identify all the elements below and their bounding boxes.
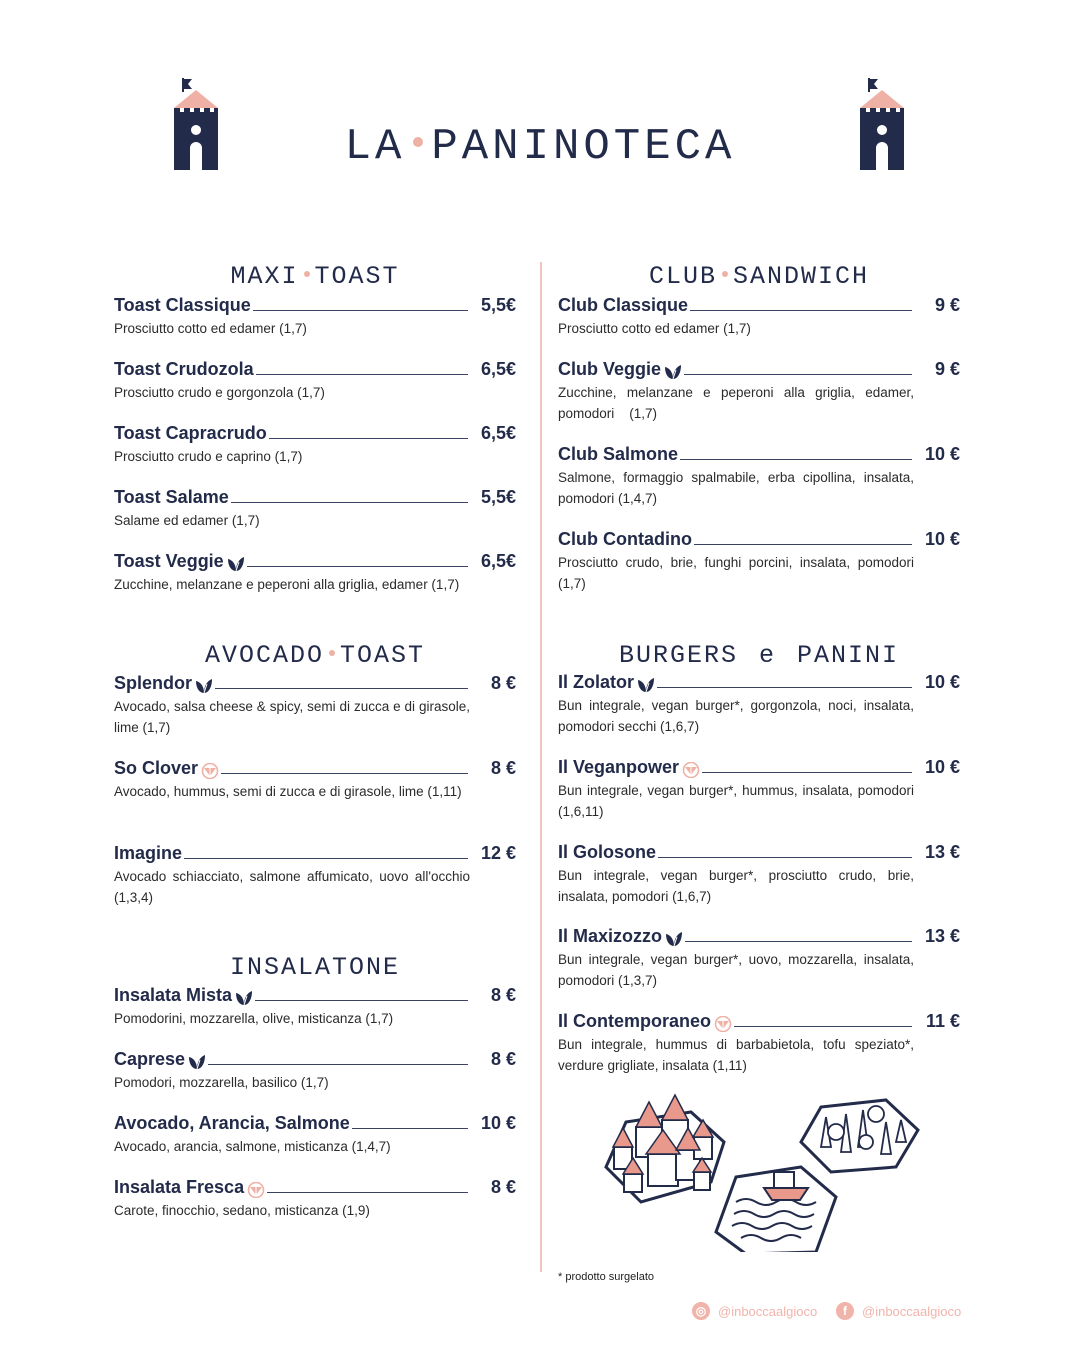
title-dot	[413, 137, 423, 147]
title-part-1: LA	[344, 122, 406, 172]
vegan-icon	[714, 1016, 732, 1032]
castle-tower-icon	[858, 78, 906, 170]
section-title-club-sandwich	[558, 262, 960, 292]
column-divider	[540, 262, 542, 1272]
item-price: 10 €	[924, 672, 960, 692]
item-description: Prosciutto cotto ed edamer (1,7)	[558, 321, 751, 336]
left-column	[114, 262, 516, 1222]
item-description: Avocado, salsa cheese & spicy, semi di zucca e di girasole, lime (1,7)	[114, 699, 470, 735]
item-name: Club Classique	[558, 295, 689, 315]
vegetarian-leaf-icon	[195, 678, 213, 694]
vegetarian-leaf-icon	[235, 990, 253, 1006]
item-price: 8 €	[490, 1049, 516, 1069]
leader-line	[694, 544, 912, 545]
leader-line	[657, 687, 912, 688]
item-description: Bun integrale, vegan burger*, hummus, insalata, pomodori (1,6,11)	[558, 783, 914, 819]
section-title-part: SANDWICH	[732, 262, 870, 291]
title-dot	[304, 271, 310, 277]
item-price: 11 €	[925, 1011, 960, 1031]
item-name: Caprese	[114, 1049, 186, 1069]
item-price: 8 €	[490, 1177, 516, 1197]
menu-item	[558, 356, 960, 424]
menu-item	[114, 982, 516, 1029]
menu-item	[558, 526, 960, 594]
footnote: * prodotto surgelato	[558, 1271, 655, 1283]
item-description: Prosciutto crudo e gorgonzola (1,7)	[114, 385, 325, 400]
menu-item	[558, 754, 960, 822]
item-price: 6,5€	[480, 551, 516, 571]
item-description: Bun integrale, hummus di barbabietola, tofu speziato*, verdure grigliate, insalata (1,11)	[558, 1037, 914, 1073]
menu-item	[558, 292, 960, 339]
section-title-part: TOAST	[340, 641, 426, 670]
title-part-2: PANINOTECA	[431, 122, 736, 172]
item-description: Pomodori, mozzarella, basilico (1,7)	[114, 1075, 329, 1090]
item-description: Bun integrale, vegan burger*, prosciutto crudo, brie, insalata, pomodori (1,6,7)	[558, 868, 914, 904]
item-name: Club Veggie	[558, 359, 662, 379]
menu-item	[114, 484, 516, 531]
vegetarian-leaf-icon	[188, 1054, 206, 1070]
leader-line	[680, 459, 912, 460]
menu-item	[114, 1110, 516, 1157]
menu-item	[114, 670, 516, 738]
leader-line	[253, 310, 468, 311]
item-price: 9 €	[934, 359, 960, 379]
item-name: Il Maxizozzo	[558, 926, 663, 946]
item-description: Avocado, arancia, salmone, misticanza (1,4,7)	[114, 1139, 391, 1154]
page-title	[0, 122, 1080, 172]
item-description: Avocado schiacciato, salmone affumicato, uovo all'occhio (1,3,4)	[114, 869, 470, 905]
section-title-burgers-panini: BURGERS e PANINI	[618, 641, 900, 670]
item-name: Il Contemporaneo	[558, 1011, 712, 1031]
item-name: Toast Salame	[114, 487, 229, 507]
section-title-part: TOAST	[314, 262, 400, 291]
section-title-avocado-toast	[114, 641, 516, 671]
item-name: Il Golosone	[558, 842, 657, 862]
section-title-part: AVOCADO	[204, 641, 324, 670]
item-name: Club Contadino	[558, 529, 692, 549]
section-title-part: CLUB	[648, 262, 717, 291]
item-price: 8 €	[490, 673, 516, 693]
leader-line	[221, 773, 468, 774]
item-name: Splendor	[114, 673, 193, 693]
title-dot	[329, 650, 335, 656]
item-description: Prosciutto cotto ed edamer (1,7)	[114, 321, 307, 336]
item-price: 5,5€	[480, 295, 516, 315]
section-title-maxi-toast	[114, 262, 516, 292]
leader-line	[734, 1026, 912, 1027]
item-description: Bun integrale, vegan burger*, uovo, mozzarella, insalata, pomodori (1,3,7)	[558, 952, 914, 988]
vegan-icon	[201, 763, 219, 779]
item-price: 8 €	[490, 758, 516, 778]
instagram-icon: ◎	[692, 1302, 710, 1320]
vegetarian-leaf-icon	[665, 931, 683, 947]
vegetarian-leaf-icon	[227, 556, 245, 572]
facebook-handle[interactable]	[836, 1302, 961, 1320]
item-price: 6,5€	[480, 423, 516, 443]
item-name: Toast Crudozola	[114, 359, 254, 379]
menu-item	[558, 1008, 960, 1076]
title-dot	[722, 271, 728, 277]
item-price: 10 €	[924, 757, 960, 777]
item-name: Toast Capracrudo	[114, 423, 267, 443]
leader-line	[255, 1000, 468, 1001]
leader-line	[267, 1192, 468, 1193]
item-name: Toast Classique	[114, 295, 251, 315]
menu-item	[114, 292, 516, 339]
leader-line	[658, 857, 912, 858]
leader-line	[690, 310, 912, 311]
item-price: 9 €	[934, 295, 960, 315]
menu-item	[558, 839, 960, 907]
item-price: 10 €	[924, 529, 960, 549]
leader-line	[684, 374, 912, 375]
item-description: Salmone, formaggio spalmabile, erba cipollina, insalata, pomodori (1,4,7)	[558, 470, 914, 506]
menu-item	[114, 1174, 516, 1221]
instagram-text: @inboccaalgioco	[718, 1303, 818, 1319]
facebook-icon: f	[836, 1302, 854, 1320]
menu-item	[114, 356, 516, 403]
menu-item	[114, 1046, 516, 1093]
facebook-text: @inboccaalgioco	[862, 1303, 962, 1319]
item-price: 10 €	[480, 1113, 516, 1133]
leader-line	[215, 688, 468, 689]
menu-item	[114, 840, 516, 908]
item-price: 6,5€	[480, 359, 516, 379]
item-description: Bun integrale, vegan burger*, gorgonzola, noci, insalata, pomodori secchi (1,6,7)	[558, 698, 914, 734]
item-name: Imagine	[114, 843, 183, 863]
item-price: 13 €	[924, 842, 960, 862]
leader-line	[702, 772, 912, 773]
item-price: 8 €	[490, 985, 516, 1005]
item-price: 5,5€	[480, 487, 516, 507]
item-description: Zucchine, melanzane e peperoni alla griglia, edamer (1,7)	[114, 577, 460, 592]
item-description: Carote, finocchio, sedano, misticanza (1,9)	[114, 1203, 370, 1218]
vegan-icon	[247, 1182, 265, 1198]
item-description: Prosciutto crudo e caprino (1,7)	[114, 449, 303, 464]
leader-line	[256, 374, 468, 375]
leader-line	[208, 1064, 468, 1065]
item-description: Salame ed edamer (1,7)	[114, 513, 260, 528]
item-name: Il Zolator	[558, 672, 634, 692]
item-name: Toast Veggie	[114, 551, 224, 571]
item-description: Pomodorini, mozzarella, olive, misticanza (1,7)	[114, 1011, 394, 1026]
vegan-icon	[682, 762, 700, 778]
menu-item	[558, 669, 960, 737]
header	[0, 0, 1080, 200]
menu-item	[114, 548, 516, 595]
item-description: Prosciutto crudo, brie, funghi porcini, insalata, pomodori (1,7)	[558, 555, 914, 591]
vegetarian-leaf-icon	[664, 364, 682, 380]
item-name: Insalata Mista	[114, 985, 233, 1005]
menu-item	[558, 441, 960, 509]
vegetarian-leaf-icon	[637, 677, 655, 693]
item-description: Avocado, hummus, semi di zucca e di girasole, lime (1,11)	[114, 784, 462, 799]
item-price: 13 €	[924, 926, 960, 946]
instagram-handle[interactable]	[692, 1302, 817, 1320]
item-name: So Clover	[114, 758, 199, 778]
leader-line	[184, 858, 468, 859]
leader-line	[247, 566, 468, 567]
item-name: Club Salmone	[558, 444, 679, 464]
leader-line	[685, 941, 912, 942]
item-price: 12 €	[480, 843, 516, 863]
item-description: Zucchine, melanzane e peperoni alla griglia, edamer, pomodori (1,7)	[558, 385, 918, 421]
section-title-insalatone: INSALATONE	[229, 953, 401, 982]
item-name: Avocado, Arancia, Salmone	[114, 1113, 350, 1133]
hex-tiles-illustration	[596, 1092, 926, 1252]
menu-item	[114, 420, 516, 467]
menu-item	[114, 755, 516, 802]
item-name: Il Veganpower	[558, 757, 680, 777]
item-name: Insalata Fresca	[114, 1177, 245, 1197]
leader-line	[231, 502, 468, 503]
item-price: 10 €	[924, 444, 960, 464]
section-title-part: MAXI	[230, 262, 299, 291]
menu-item	[558, 923, 960, 991]
leader-line	[269, 438, 468, 439]
leader-line	[352, 1128, 468, 1129]
